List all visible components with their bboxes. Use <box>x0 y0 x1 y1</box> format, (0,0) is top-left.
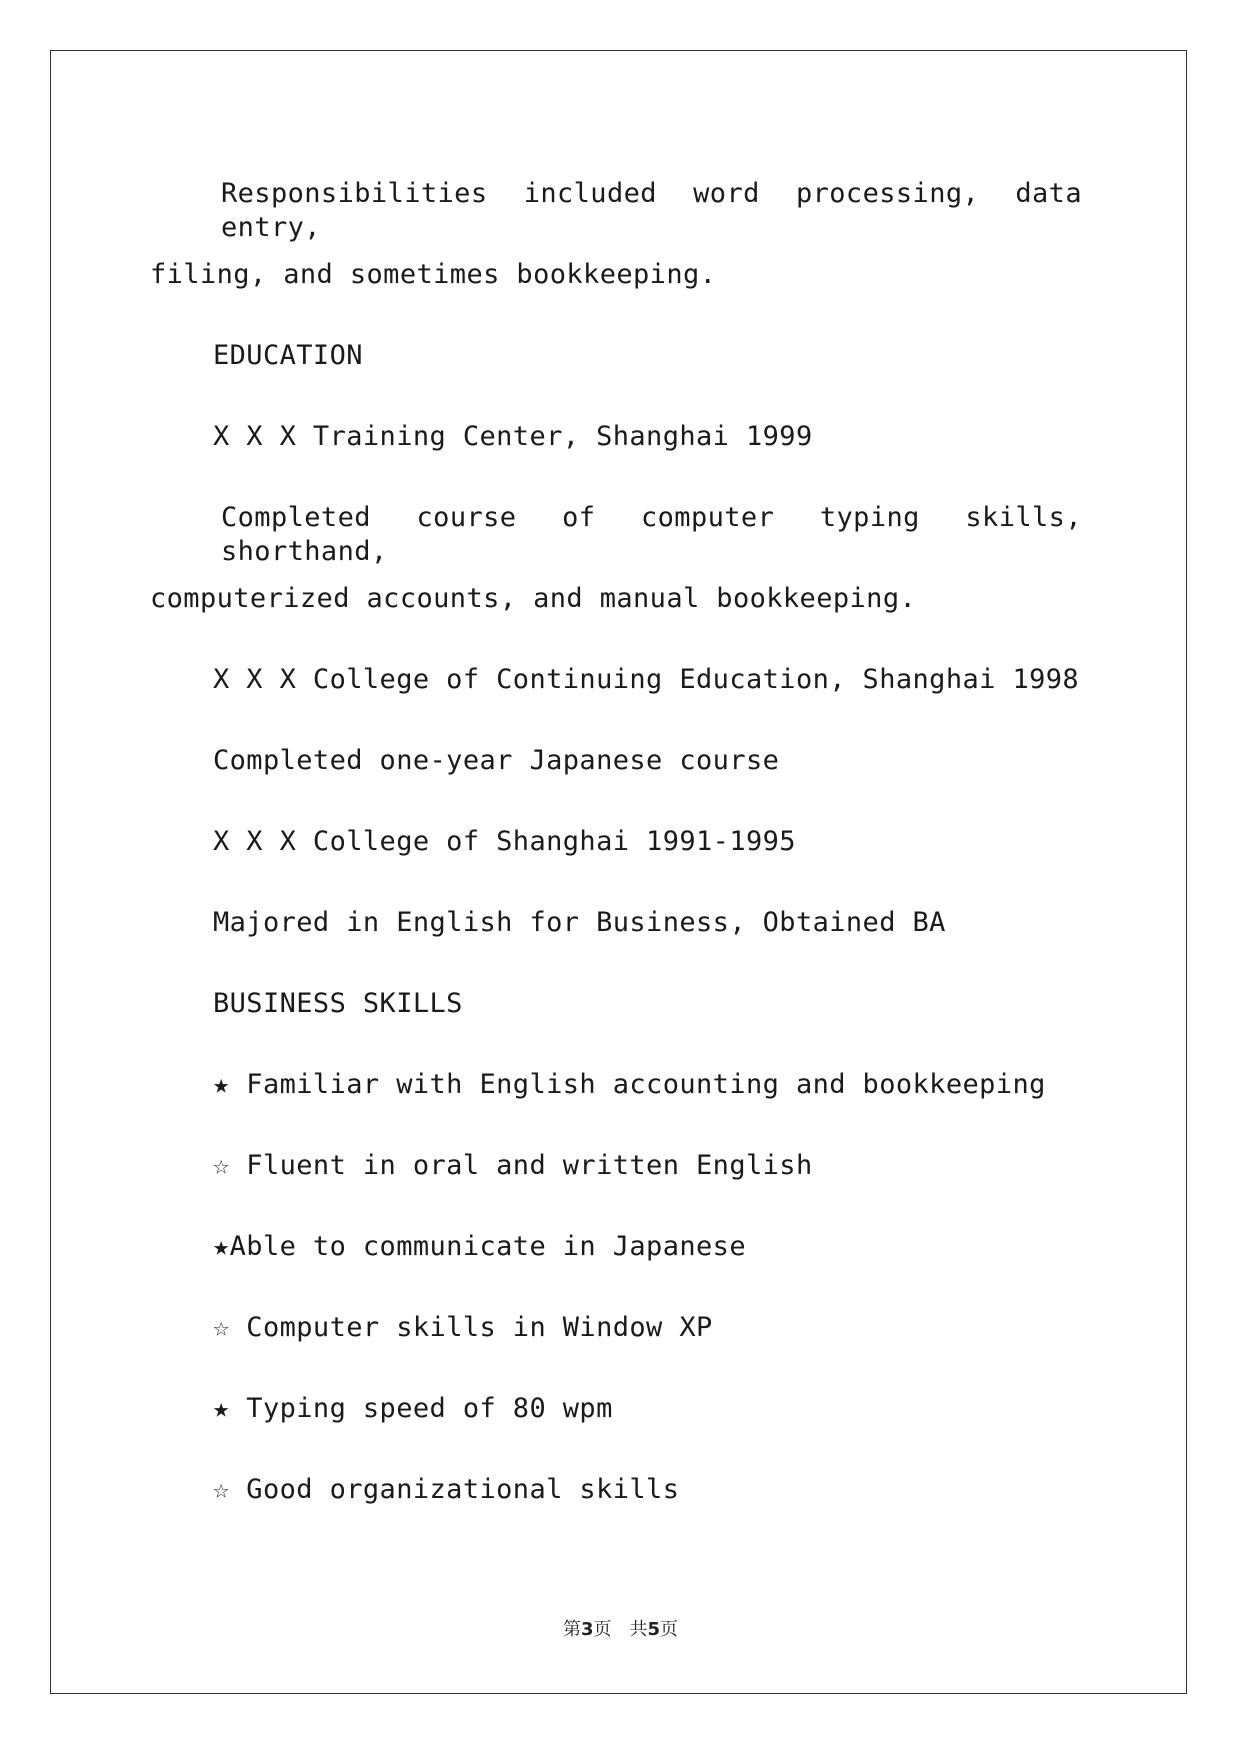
skill-item-2: ☆ Fluent in oral and written English <box>213 1150 813 1181</box>
footer-total-suffix: 页 <box>660 1619 679 1640</box>
total-pages: 5 <box>647 1619 661 1640</box>
page-border <box>50 50 1187 1694</box>
text-line-8: Completed one-year Japanese course <box>213 745 780 776</box>
footer-prefix: 第 <box>562 1619 581 1640</box>
skill-item-6: ☆ Good organizational skills <box>213 1474 680 1505</box>
text-line-5: Completed course of computer typing skills, shorthand, <box>221 502 1082 567</box>
skill-item-5: ★ Typing speed of 80 wpm <box>213 1393 613 1424</box>
text-line-1: Responsibilities included word processing, data entry, <box>221 178 1082 243</box>
page-number: 3 <box>580 1619 594 1640</box>
skill-item-3: ★Able to communicate in Japanese <box>213 1231 746 1262</box>
text-line-7: X X X College of Continuing Education, Shanghai 1998 <box>213 664 1080 695</box>
footer-page-suffix: 页 <box>593 1619 612 1640</box>
footer-total-prefix: 共 <box>629 1619 648 1640</box>
skill-item-1: ★ Familiar with English accounting and bookkeeping <box>213 1069 1046 1100</box>
section-heading-business-skills: BUSINESS SKILLS <box>213 988 463 1019</box>
text-line-6: computerized accounts, and manual bookkeeping. <box>150 583 917 614</box>
section-heading-education: EDUCATION <box>213 340 363 371</box>
text-line-9: X X X College of Shanghai 1991-1995 <box>213 826 796 857</box>
text-line-2: filing, and sometimes bookkeeping. <box>150 259 717 290</box>
text-line-4: X X X Training Center, Shanghai 1999 <box>213 421 813 452</box>
skill-item-4: ☆ Computer skills in Window XP <box>213 1312 713 1343</box>
page-footer <box>0 1615 1241 1641</box>
text-line-10: Majored in English for Business, Obtained BA <box>213 907 946 938</box>
